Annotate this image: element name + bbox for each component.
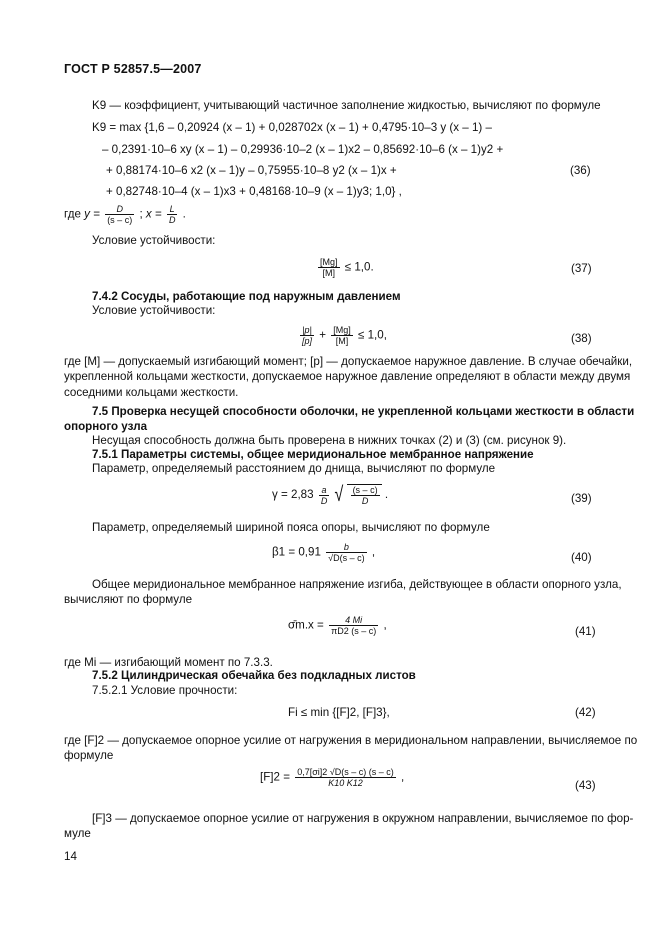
formula-37-number: (37) bbox=[571, 262, 592, 275]
formula-36-line-1: K9 = max {1,6 – 0,20924 (x – 1) + 0,028702x (x – 1) + 0,4795·10–3 y (x – 1) – bbox=[92, 121, 492, 134]
formula-41-lhs: σ̄m.x = bbox=[288, 618, 324, 632]
heading-7-5-2-1: 7.5.2.1 Условие прочности: bbox=[92, 684, 238, 697]
formula-39-end: . bbox=[384, 488, 389, 502]
y-numerator: D bbox=[105, 204, 134, 215]
heading-7-5-line-2: опорного узла bbox=[64, 420, 148, 433]
x-numerator: L bbox=[167, 204, 178, 215]
paragraph-f3-line-1: [F]3 — допускаемое опорное усилие от нагружения в окружном направлении, вычисляемое по фор- bbox=[92, 812, 634, 825]
formula-39-fraction bbox=[319, 485, 330, 506]
formula-39-lhs: γ = 2,83 bbox=[272, 488, 314, 502]
heading-7-4-2: 7.4.2 Сосуды, работающие под наружным давлением bbox=[92, 290, 401, 303]
formula-38-fraction-1 bbox=[300, 325, 314, 346]
formula-41-fraction bbox=[329, 615, 378, 636]
paragraph-f2-line-1: где [F]2 — допускаемое опорное усилие от нагружения в меридиональном направлении, вычисляемое по bbox=[64, 734, 638, 747]
paragraph-stability-1: Условие устойчивости: bbox=[92, 234, 216, 247]
formula-43-lhs: [F]2 = bbox=[260, 770, 290, 784]
formula-40-number: (40) bbox=[571, 551, 592, 564]
separator: ; bbox=[139, 207, 143, 221]
formula-40-lhs: β1 = 0,91 bbox=[272, 545, 321, 559]
formula-38-plus: + bbox=[319, 328, 327, 342]
paragraph-f2-line-2: формуле bbox=[64, 749, 114, 762]
y-fraction bbox=[105, 204, 134, 225]
paragraph-where-m-line-1: где [M] — допускаемый изгибающий момент; [p] — допускаемое наружное давление. В случае обечайки, bbox=[64, 355, 633, 368]
paragraph-f3-line-2: муле bbox=[64, 827, 91, 840]
where-xy-definition bbox=[64, 204, 186, 225]
heading-7-5-line-1: 7.5 Проверка несущей способности оболочки, не укрепленной кольцами жесткости в области bbox=[92, 405, 635, 418]
formula-39-numerator: a bbox=[319, 485, 330, 496]
where-end: . bbox=[182, 207, 186, 221]
formula-43 bbox=[260, 767, 404, 788]
paragraph-where-mi: где Mi — изгибающий момент по 7.3.3. bbox=[64, 656, 273, 669]
document-header: ГОСТ Р 52857.5—2007 bbox=[64, 62, 202, 76]
formula-40 bbox=[272, 542, 375, 563]
x-denominator: D bbox=[168, 215, 176, 225]
formula-39-radicand bbox=[351, 485, 380, 506]
formula-37-denominator: [M] bbox=[322, 268, 335, 278]
formula-38-numerator-2: [Mg] bbox=[333, 325, 351, 335]
formula-36-line-4: + 0,82748·10–4 (x – 1)x3 + 0,48168·10–9 (x – 1)y3; 1,0} , bbox=[106, 185, 402, 198]
formula-38 bbox=[298, 325, 387, 346]
formula-43-numerator: 0,7[σi]2 √D(s – c) (s – c) bbox=[297, 767, 394, 777]
paragraph-check: Несущая способность должна быть проверена в нижних точках (2) и (3) (см. рисунок 9). bbox=[92, 434, 567, 447]
formula-39-denominator: D bbox=[320, 495, 328, 506]
formula-42-number: (42) bbox=[575, 706, 596, 719]
formula-37 bbox=[316, 257, 374, 278]
formula-38-tail: ≤ 1,0, bbox=[358, 328, 387, 342]
paragraph-k9: K9 — коэффициент, учитывающий частичное заполнение жидкостью, вычисляют по формуле bbox=[92, 99, 601, 112]
paragraph-stability-2: Условие устойчивости: bbox=[92, 304, 216, 317]
formula-43-denominator: K10 K12 bbox=[328, 778, 363, 788]
page-number: 14 bbox=[64, 850, 77, 863]
formula-38-denominator-2: [M] bbox=[335, 336, 349, 346]
paragraph-beta: Параметр, определяемый шириной пояса опоры, вычисляют по формуле bbox=[92, 521, 490, 534]
formula-39-radicand-denominator: D bbox=[361, 496, 369, 506]
formula-38-denominator-1: [p] bbox=[302, 336, 313, 346]
formula-37-numerator: [Mg] bbox=[320, 257, 338, 267]
y-denominator: (s – c) bbox=[107, 215, 133, 225]
formula-42: Fi ≤ min {[F]2, [F]3}, bbox=[288, 706, 390, 719]
formula-40-numerator: b bbox=[326, 542, 366, 553]
formula-41-denominator: πD2 (s – c) bbox=[331, 626, 377, 636]
paragraph-gamma: Параметр, определяемый расстоянием до днища, вычисляют по формуле bbox=[92, 462, 496, 475]
formula-39 bbox=[272, 484, 388, 506]
where-lead: где bbox=[64, 207, 81, 221]
paragraph-sigma-line-1: Общее меридиональное мембранное напряжение изгиба, действующее в области опорного узла, bbox=[92, 578, 622, 591]
formula-36-line-3: + 0,88174·10–6 x2 (x – 1)y – 0,75955·10–8 y2 (x – 1)x + bbox=[106, 164, 397, 177]
formula-40-fraction bbox=[326, 542, 366, 563]
x-fraction bbox=[167, 204, 178, 225]
formula-39-radicand-numerator: (s – c) bbox=[352, 485, 378, 495]
formula-36-line-2: – 0,2391·10–6 xy (x – 1) – 0,29936·10–2 (x – 1)x2 – 0,85692·10–6 (x – 1)y2 + bbox=[102, 143, 504, 156]
formula-40-end: , bbox=[371, 545, 376, 559]
formula-38-numerator-1: |p| bbox=[300, 325, 314, 336]
formula-37-fraction bbox=[318, 257, 340, 278]
formula-43-fraction bbox=[295, 767, 396, 788]
heading-7-5-1: 7.5.1 Параметры системы, общее меридиональное мембранное напряжение bbox=[92, 448, 534, 461]
formula-43-end: , bbox=[400, 770, 405, 784]
formula-36-number: (36) bbox=[570, 164, 591, 177]
formula-41 bbox=[288, 615, 387, 636]
formula-40-denominator: √D(s – c) bbox=[328, 553, 365, 563]
paragraph-where-m-line-3: соседними кольцами жесткости. bbox=[64, 386, 239, 399]
formula-43-number: (43) bbox=[575, 779, 596, 792]
x-label: x = bbox=[145, 207, 162, 221]
formula-38-number: (38) bbox=[571, 332, 592, 345]
y-label: y = bbox=[84, 207, 100, 221]
formula-41-numerator: 4 Mi bbox=[329, 615, 378, 626]
formula-39-number: (39) bbox=[571, 492, 592, 505]
heading-7-5-2: 7.5.2 Цилиндрическая обечайка без подкладных листов bbox=[92, 669, 416, 682]
formula-37-tail: ≤ 1,0. bbox=[344, 260, 374, 274]
sqrt-sign: √ bbox=[328, 553, 334, 563]
paragraph-sigma-line-2: вычисляют по формуле bbox=[64, 593, 193, 606]
sqrt-sign: √ bbox=[334, 483, 344, 506]
paragraph-where-m-line-2: укрепленной кольцами жесткости, допускаемое наружное давление определяют в области между двумя bbox=[64, 370, 631, 383]
formula-38-fraction-2 bbox=[331, 325, 353, 346]
formula-41-number: (41) bbox=[575, 625, 596, 638]
formula-39-sqrt bbox=[335, 484, 382, 506]
formula-41-end: , bbox=[383, 618, 387, 632]
